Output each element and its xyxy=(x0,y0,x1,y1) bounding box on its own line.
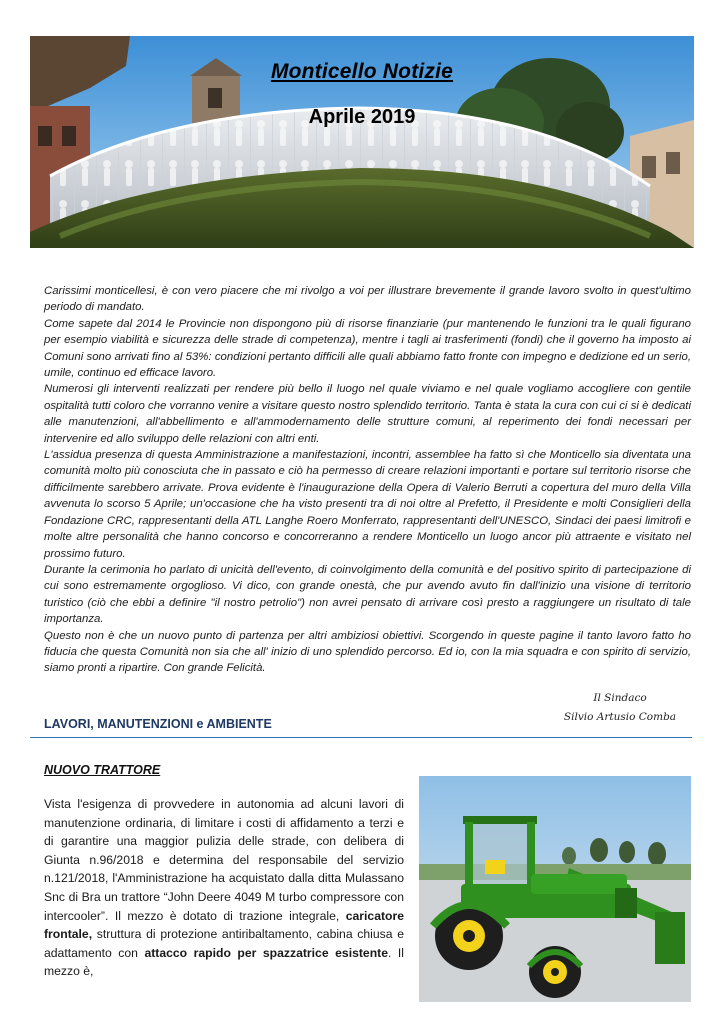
section-divider xyxy=(30,737,692,738)
signature xyxy=(540,689,700,727)
newsletter-date: Aprile 2019 xyxy=(308,106,416,128)
letter-paragraph: Questo non è che un nuovo punto di partenza per altri ambiziosi obiettivi. Scorgendo in queste pagine il tanto lavoro fatto ho fiducia che questa Comunità non sia che all' inizio di uno splendido percorso. Ed io, con la mia squadra e con spirito di servizio, siamo pronti a ripartire. Con grande Felicità. xyxy=(44,629,691,675)
letter-paragraph: Durante la cerimonia ho parlato di unicità dell'evento, di coinvolgimento della comunità e del positivo spirito di partecipazione di cui sono estremamente orgoglioso. Vi dico, con grande onestà, che pur avendo avuto fin dall'inizio una visione di territorio turistico (ciò che ebbi a definire "il nostro petrolio") non avrei pensato di arrivare così presto a raggiungere un risultato di tale importanza. xyxy=(44,563,691,626)
section-heading: LAVORI, MANUTENZIONI e AMBIENTE xyxy=(44,717,272,731)
tractor-image xyxy=(419,776,691,1002)
letter-paragraph: Numerosi gli interventi realizzati per rendere più bello il luogo nel quale viviamo e nel quale vogliamo accogliere con gentile ospitalità tutti coloro che vorranno venire a visitare questo nostro splendido territorio. Tanta è stata la cura con cui ci si è dedicati alle manutenzioni, all'abbellimento e all'ammodernamento delle strutture comuni, al reperimento dei fondi necessari per intervenire ed allo sviluppo delle relazioni con altri enti. xyxy=(44,383,691,445)
article-text: . Il mezzo è, xyxy=(44,945,404,979)
article-body xyxy=(44,795,404,981)
article-bold-text: attacco rapido per spazzatrice esistente xyxy=(144,945,388,960)
tractor-photo xyxy=(419,776,691,1002)
article-bold-text: caricatore frontale, xyxy=(44,908,404,942)
article-heading: NUOVO TRATTORE xyxy=(44,763,161,777)
mayor-letter xyxy=(44,283,691,677)
letter-paragraph: Come sapete dal 2014 le Provincie non dispongono più di risorse finanziarie (pur mantenendo le funzioni tra le quali figurano per esempio viabilità e sicurezza delle strade di competenza), mentre i tagli ai trasferimenti (fondi) che il governo ha imposto ai Comuni sono arrivati fino al 53%: condizioni pertanto difficili alle quali abbiamo fatto fronte con impegno e dedizione ed un serio, umile, continuo ed efficace lavoro. xyxy=(44,317,691,380)
letter-paragraph: L'assidua presenza di questa Amministrazione a manifestazioni, incontri, assemblee ha fatto sì che Monticello sia diventata una comunità molto più conosciuta che in passato e ciò ha permesso di creare relazioni importanti e portare sul territorio risorse che difficilmente sarebbero arrivate. Prova evidente è l'inaugurazione della Opera di Valerio Berruti a copertura del muro della Villa avvenuta lo scorso 5 Aprile; un'occasione che ha visto presenti tra di noi oltre al Prefetto, il Presidente e molti Consiglieri della Fondazione CRC, rappresentanti della ATL Langhe Roero Monferrato, rappresentanti dell'UNESCO, Sindaci dei paesi limitrofi e molte altre personalità che hanno concorso e concorreranno a rendere Monticello un luogo ancor più attraente e visitato nel prossimo futuro. xyxy=(44,449,691,560)
article-text: Vista l'esigenza di provvedere in autonomia ad alcuni lavori di manutenzione ordinaria, di limitare i costi di affidamento a terzi e di garantire una maggior pulizia delle strade, con delibera di Giunta n.96/2018 e determina del responsabile del servizio n.121/2018, l'Amministrazione ha acquistato dalla ditta Mulassano Snc di Bra un trattore “John Deere 4049 M turbo compressore con intercooler”. Il mezzo è dotato di trazione integrale, xyxy=(44,797,404,923)
header-photo xyxy=(30,36,694,248)
newsletter-title: Monticello Notizie xyxy=(270,60,454,83)
signature-name: Silvio Artusio Comba xyxy=(563,711,677,723)
letter-paragraph: Carissimi monticellesi, è con vero piacere che mi rivolgo a voi per illustrare brevemente il grande lavoro svolto in quest'ultimo periodo di mandato. xyxy=(44,285,691,314)
article-text: struttura di protezione antiribaltamento, cabina chiusa e adattamento con xyxy=(44,927,404,960)
signature-role: Il Sindaco xyxy=(593,692,647,704)
